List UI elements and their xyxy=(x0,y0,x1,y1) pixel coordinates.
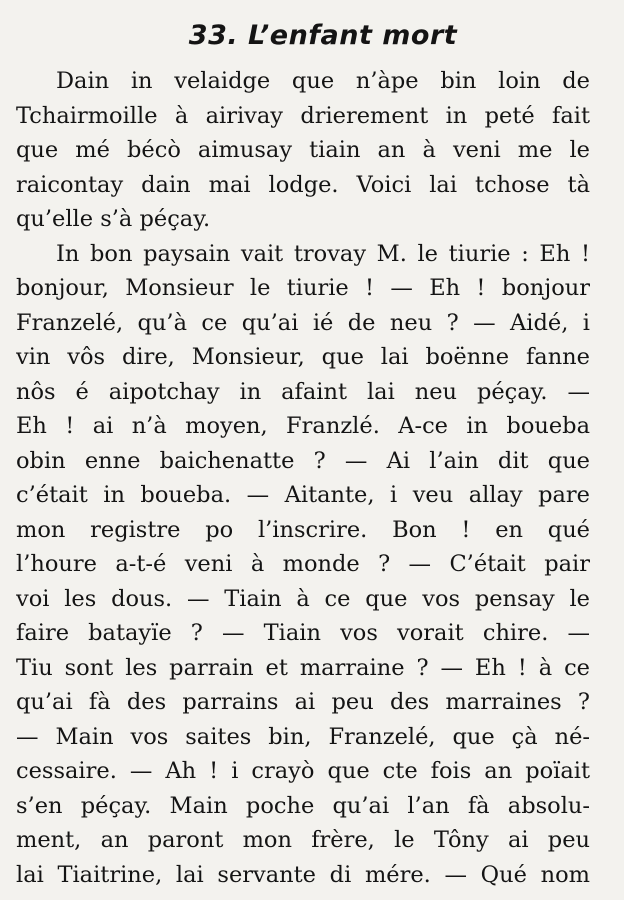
text-line: Dain in velaidge que n’àpe bin loin de xyxy=(56,68,590,94)
text-line: qu’elle s’à péçay. xyxy=(16,206,211,232)
text-line: faire batayïe ? — Tiain vos vorait chire. — xyxy=(16,620,590,646)
text-line: Tiu sont les parrain et marraine ? — Eh ! à ce xyxy=(16,654,590,681)
text-line: s’en péçay. Main poche qu’ai l’an fà absolu- xyxy=(16,792,590,819)
paragraph-2 xyxy=(16,237,590,893)
text-line: nôs é aipotchay in afaint lai neu péçay. — xyxy=(16,378,590,405)
text-line: Tchairmoille à airivay drierement in peté fait xyxy=(16,102,590,129)
body-text xyxy=(16,64,590,892)
text-line: qu’ai fà des parrains ai peu des marraines ? xyxy=(16,689,590,715)
text-line: que mé bécò aimusay tiain an à veni me le xyxy=(16,137,590,163)
text-line: In bon paysain vait trovay M. le tiurie : Eh ! xyxy=(56,240,590,267)
text-line: ment, an paront mon frère, le Tôny ai peu xyxy=(16,827,590,853)
text-line: c’était in boueba. — Aitante, i veu allay pare xyxy=(16,482,590,508)
text-line: lai Tiaitrine, lai servante di mére. — Qué nom xyxy=(16,861,590,888)
text-line: raicontay dain mai lodge. Voici lai tchose tà xyxy=(16,171,590,198)
text-line: mon registre po l’inscrire. Bon ! en qué xyxy=(16,516,590,543)
text-line: bonjour, Monsieur le tiurie ! — Eh ! bonjour xyxy=(16,275,590,301)
text-line: obin enne baichenatte ? — Ai l’ain dit que xyxy=(16,447,590,474)
text-line: voi les dous. — Tiain à ce que vos pensay le xyxy=(16,585,590,612)
text-line: — Main vos saites bin, Franzelé, que çà né- xyxy=(16,723,590,750)
paragraph-1 xyxy=(16,64,590,237)
text-line: Eh ! ai n’à moyen, Franzlé. A-ce in boueba xyxy=(16,413,590,439)
text-line: vin vôs dire, Monsieur, que lai boënne fanne xyxy=(16,344,590,370)
text-line: l’houre a-t-é veni à monde ? — C’était pair xyxy=(16,551,590,577)
text-line: cessaire. — Ah ! i crayò que cte fois an poïait xyxy=(16,758,590,784)
text-line: Franzelé, qu’à ce qu’ai ié de neu ? — Aidé, i xyxy=(16,309,590,336)
chapter-title: 33. L’enfant mort xyxy=(188,20,458,51)
